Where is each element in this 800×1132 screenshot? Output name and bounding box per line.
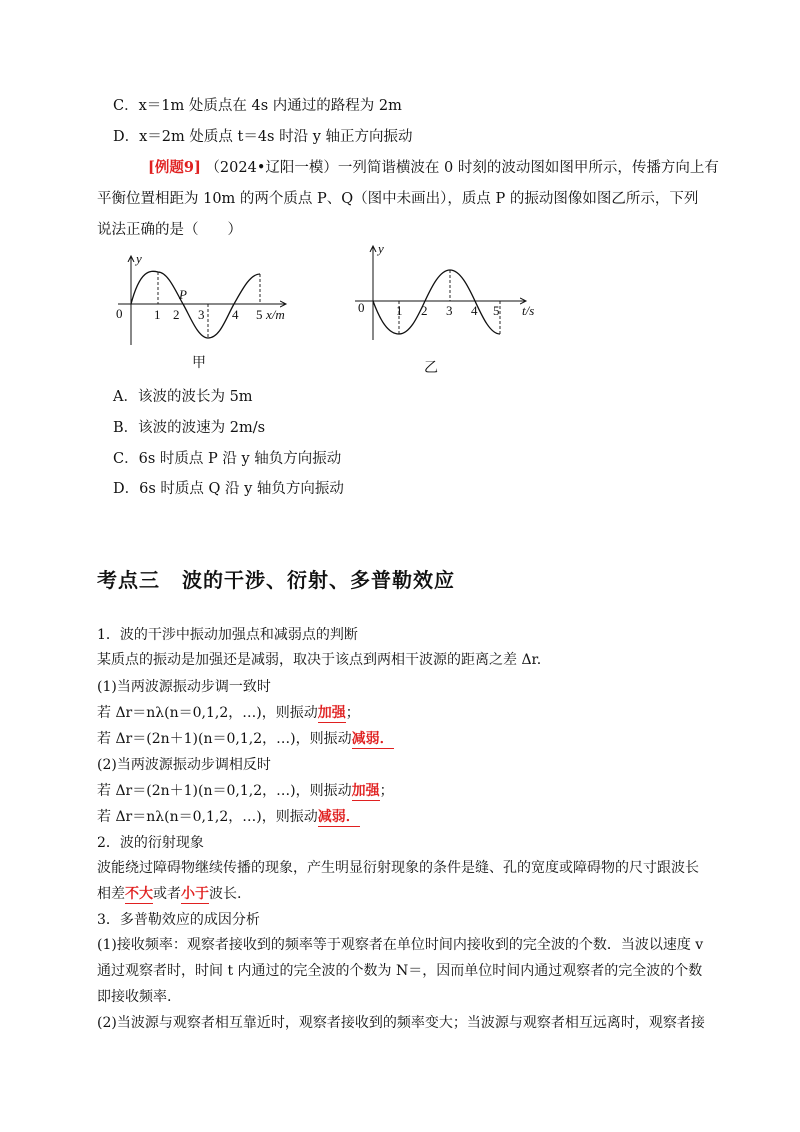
example-line-3: 说法正确的是（ ） — [97, 222, 242, 238]
tick-a-4: 4 — [232, 307, 239, 322]
content-p1: 1．波的干涉中振动加强点和减弱点的判断 — [97, 627, 358, 643]
tick-b-3: 3 — [446, 303, 453, 318]
section-label: 考点三 — [97, 568, 160, 592]
example-line-2: 平衡位置相距为 10m 的两个质点 P、Q（图中未画出），质点 P 的振动图像如图乙所示，下列 — [97, 191, 699, 207]
example-tag: [例题9] — [148, 159, 201, 176]
t-label: t/s — [522, 303, 535, 318]
content-p11-text: 相差 — [97, 886, 125, 902]
y-label-b: y — [378, 241, 384, 256]
tick-a-1: 1 — [154, 307, 161, 322]
content-p4-end: ； — [345, 705, 360, 721]
tick-a-3: 3 — [198, 307, 205, 322]
point-p-label: P — [179, 287, 187, 302]
content-p16: (2)当波源与观察者相互靠近时，观察者接收到的频率变大；当波源与观察者相互远离时，观察者接 — [97, 1015, 705, 1031]
content-p3: (1)当两波源振动步调一致时 — [97, 679, 271, 695]
wave-graph-b — [350, 240, 550, 350]
content-p5-text: 若 Δr＝(2n＋1)(n＝0,1,2，…)，则振动 — [97, 731, 352, 747]
tick-b-5: 5 — [493, 303, 500, 318]
example-line-1 — [148, 158, 719, 178]
content-p12: 3．多普勒效应的成因分析 — [97, 912, 260, 928]
content-p8-text: 若 Δr＝nλ(n＝0,1,2，…)，则振动 — [97, 809, 318, 825]
content-p8 — [97, 807, 360, 827]
caption-a: 甲 — [192, 355, 206, 371]
content-p9: 2．波的衍射现象 — [97, 835, 204, 851]
content-p4 — [97, 703, 360, 723]
wave-graph-a — [108, 250, 308, 350]
content-p5 — [97, 729, 394, 749]
content-p15: 即接收频率. — [97, 989, 172, 1005]
content-p13: (1)接收频率：观察者接收到的频率等于观察者在单位时间内接收到的完全波的个数．当波以速度 v — [97, 937, 704, 953]
keyword-strengthen-2: 加强 — [351, 783, 380, 799]
content-p2: 某质点的振动是加强还是减弱，取决于该点到两相干波源的距离之差 Δr. — [97, 652, 542, 668]
origin-a: 0 — [116, 306, 123, 321]
content-p6: (2)当两波源振动步调相反时 — [97, 757, 271, 773]
wave-curve-b — [373, 270, 500, 334]
content-p11-mid: 或者 — [153, 886, 181, 902]
content-p7-text: 若 Δr＝(2n＋1)(n＝0,1,2，…)，则振动 — [97, 783, 352, 799]
choice-b: B．该波的波速为 2m/s — [113, 420, 266, 436]
keyword-smaller: 小于 — [181, 886, 209, 902]
content-p4-text: 若 Δr＝nλ(n＝0,1,2，…)，则振动 — [97, 705, 318, 721]
choice-d: D．6s 时质点 Q 沿 y 轴负方向振动 — [113, 481, 344, 497]
tick-a-5: 5 — [256, 307, 263, 322]
wave-curve-a — [131, 271, 260, 338]
tick-a-2: 2 — [173, 307, 180, 322]
x-label-a: x/m — [266, 307, 285, 322]
caption-b: 乙 — [424, 360, 438, 376]
keyword-not-large: 不大 — [125, 886, 153, 902]
y-label-a: y — [136, 251, 142, 266]
option-c-prev: C．x＝1m 处质点在 4s 内通过的路程为 2m — [113, 98, 402, 114]
section-heading — [97, 564, 455, 593]
example-stem-1: （2024•辽阳一模）一列简谐横波在 0 时刻的波动图如图甲所示，传播方向上有 — [205, 160, 719, 176]
tick-b-4: 4 — [471, 303, 478, 318]
choice-a: A．该波的波长为 5m — [113, 389, 253, 405]
keyword-strengthen-1: 加强 — [317, 705, 346, 721]
content-p10: 波能绕过障碍物继续传播的现象，产生明显衍射现象的条件是缝、孔的宽度或障碍物的尺寸跟波长 — [97, 860, 699, 876]
content-p7 — [97, 781, 394, 801]
choice-c: C．6s 时质点 P 沿 y 轴负方向振动 — [113, 451, 342, 467]
origin-b: 0 — [358, 300, 365, 315]
keyword-weaken-2: 减弱． — [317, 809, 360, 825]
content-p7-end: ； — [379, 783, 394, 799]
option-d-prev: D．x＝2m 处质点 t＝4s 时沿 y 轴正方向振动 — [113, 129, 413, 145]
section-title: 波的干涉、衍射、多普勒效应 — [182, 568, 455, 592]
content-p11-end: 波长. — [209, 886, 242, 902]
keyword-weaken-1: 减弱． — [351, 731, 394, 747]
tick-b-2: 2 — [421, 303, 428, 318]
content-p11 — [97, 884, 241, 904]
content-p14: 通过观察者时，时间 t 内通过的完全波的个数为 N＝，因而单位时间内通过观察者的完全波的个数 — [97, 963, 703, 979]
tick-b-1: 1 — [396, 303, 403, 318]
